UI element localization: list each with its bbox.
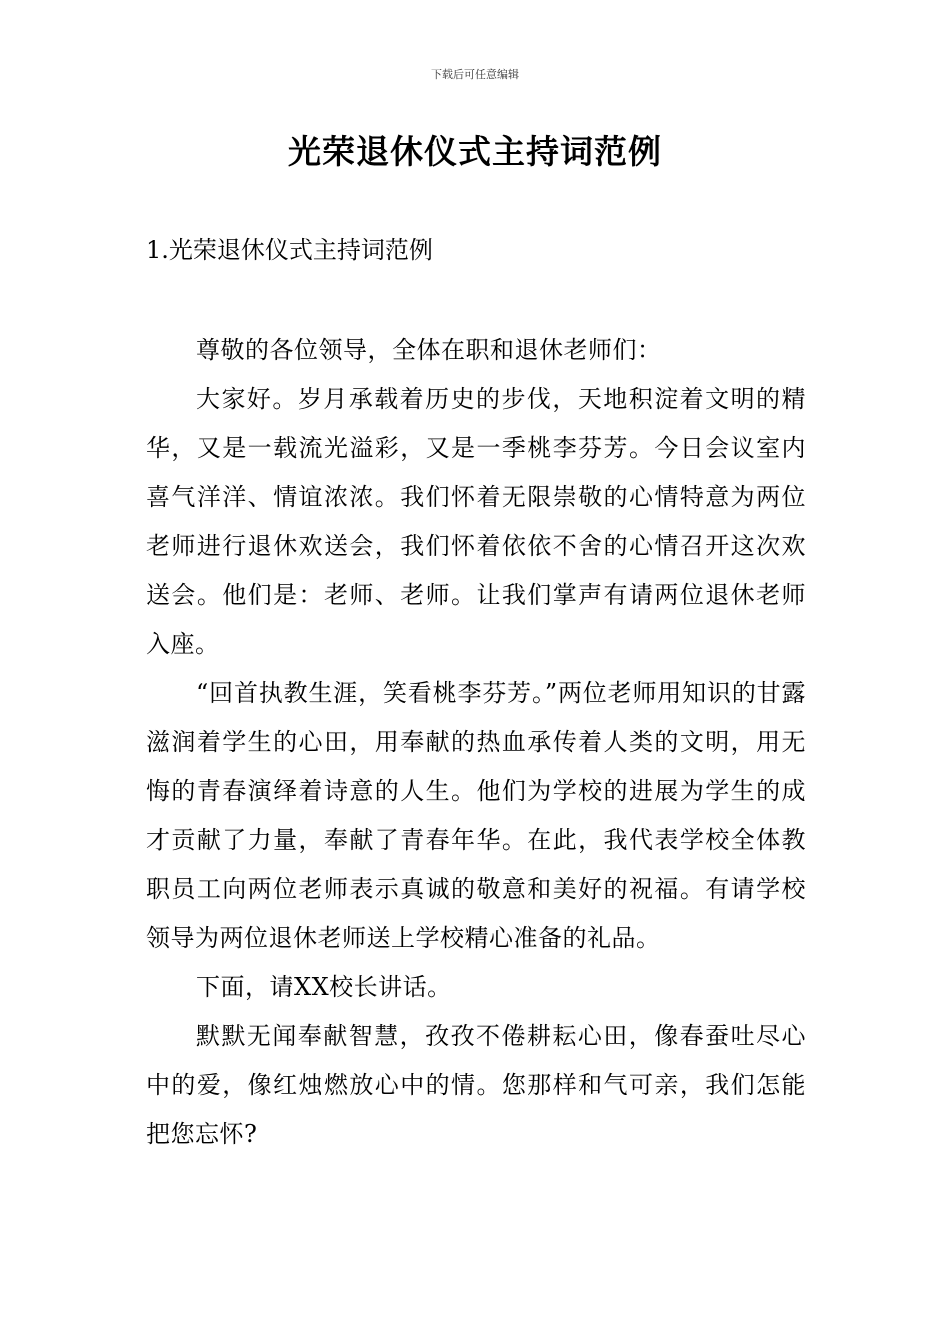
header-note: 下载后可任意编辑 bbox=[431, 68, 519, 81]
document-body bbox=[146, 326, 806, 1159]
paragraph-tribute: “回首执教生涯，笑看桃李芬芳。”两位老师用知识的甘露滋润着学生的心田，用奉献的热血承传着人类的文明，用无悔的青春演绎着诗意的人生。他们为学校的进展为学生的成才贡献了力量，奉献了青春年华。在此，我代表学校全体教职员工向两位老师表示真诚的敬意和美好的祝福。有请学校领导为两位退休老师送上学校精心准备的礼品。 bbox=[146, 679, 806, 952]
paragraph-closing: 默默无闻奉献智慧，孜孜不倦耕耘心田，像春蚕吐尽心中的爱，像红烛燃放心中的情。您那样和气可亲，我们怎能把您忘怀? bbox=[146, 1022, 806, 1148]
paragraph-speech-intro: 下面，请XX校长讲话。 bbox=[196, 973, 452, 1001]
paragraph-salutation: 尊敬的各位领导，全体在职和退休老师们： bbox=[196, 336, 662, 364]
document-title: 光荣退休仪式主持词范例 bbox=[288, 132, 662, 171]
section-heading: 1.光荣退休仪式主持词范例 bbox=[146, 236, 433, 264]
paragraph-opening: 大家好。岁月承载着历史的步伐，天地积淀着文明的精华，又是一载流光溢彩，又是一季桃李芬芳。今日会议室内喜气洋洋、情谊浓浓。我们怀着无限崇敬的心情特意为两位老师进行退休欢送会，我们怀着依依不舍的心情召开这次欢送会。他们是：老师、老师。让我们掌声有请两位退休老师入座。 bbox=[146, 385, 806, 658]
